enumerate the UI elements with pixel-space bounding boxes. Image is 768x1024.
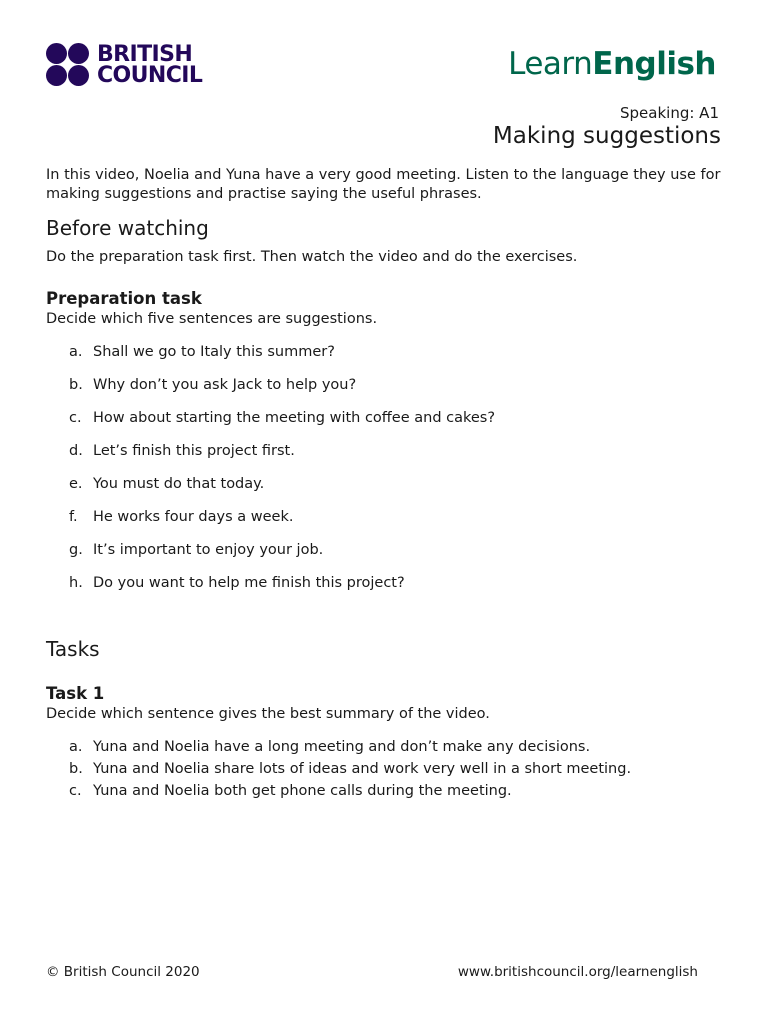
bc-dots-icon — [46, 43, 90, 87]
bc-dot — [46, 65, 67, 86]
list-item-text: You must do that today. — [93, 476, 265, 492]
preparation-task-heading: Preparation task — [46, 289, 202, 308]
list-marker: h. — [69, 575, 83, 591]
list-item-text: Let’s finish this project first. — [93, 443, 295, 459]
intro-paragraph: In this video, Noelia and Yuna have a very good meeting. Listen to the language they use for making suggestions and practise saying the useful phrases. — [46, 167, 721, 202]
task1-heading: Task 1 — [46, 684, 105, 703]
footer-copyright: © British Council 2020 — [46, 964, 200, 980]
list-item-text: Do you want to help me finish this project? — [93, 575, 405, 591]
learnenglish-logo — [508, 46, 716, 82]
preparation-task-instruction: Decide which five sentences are suggestions. — [46, 311, 378, 327]
british-council-logo — [46, 43, 202, 87]
bc-dot — [68, 65, 89, 86]
before-watching-heading: Before watching — [46, 216, 209, 240]
before-watching-text: Do the preparation task first. Then watch the video and do the exercises. — [46, 249, 578, 265]
bc-word-british: BRITISH — [97, 42, 193, 67]
bc-dot — [68, 43, 89, 64]
list-marker: f. — [69, 509, 78, 525]
list-item-text: Shall we go to Italy this summer? — [93, 344, 335, 360]
bc-dot — [46, 43, 67, 64]
list-marker: b. — [69, 377, 83, 393]
list-marker: e. — [69, 476, 83, 492]
list-marker: d. — [69, 443, 83, 459]
bc-wordmark — [97, 44, 202, 86]
tasks-heading: Tasks — [46, 637, 100, 661]
list-marker: g. — [69, 542, 83, 558]
list-item-text: Why don’t you ask Jack to help you? — [93, 377, 357, 393]
list-item-text: Yuna and Noelia have a long meeting and don’t make any decisions. — [93, 739, 591, 755]
le-logo-english: English — [592, 46, 716, 82]
list-item-text: It’s important to enjoy your job. — [93, 542, 324, 558]
list-item-text: How about starting the meeting with coffee and cakes? — [93, 410, 496, 426]
list-marker: b. — [69, 761, 83, 777]
list-marker: c. — [69, 410, 82, 426]
list-marker: c. — [69, 783, 82, 799]
list-item-text: He works four days a week. — [93, 509, 294, 525]
list-item-text: Yuna and Noelia both get phone calls during the meeting. — [93, 783, 512, 799]
level-label: Speaking: A1 — [620, 104, 719, 122]
list-marker: a. — [69, 344, 83, 360]
le-logo-learn: Learn — [508, 46, 593, 82]
bc-word-council: COUNCIL — [97, 63, 203, 88]
page-title: Making suggestions — [492, 123, 721, 149]
task1-instruction: Decide which sentence gives the best summary of the video. — [46, 706, 490, 722]
list-marker: a. — [69, 739, 83, 755]
footer-url: www.britishcouncil.org/learnenglish — [457, 964, 698, 980]
list-item-text: Yuna and Noelia share lots of ideas and work very well in a short meeting. — [93, 761, 632, 777]
